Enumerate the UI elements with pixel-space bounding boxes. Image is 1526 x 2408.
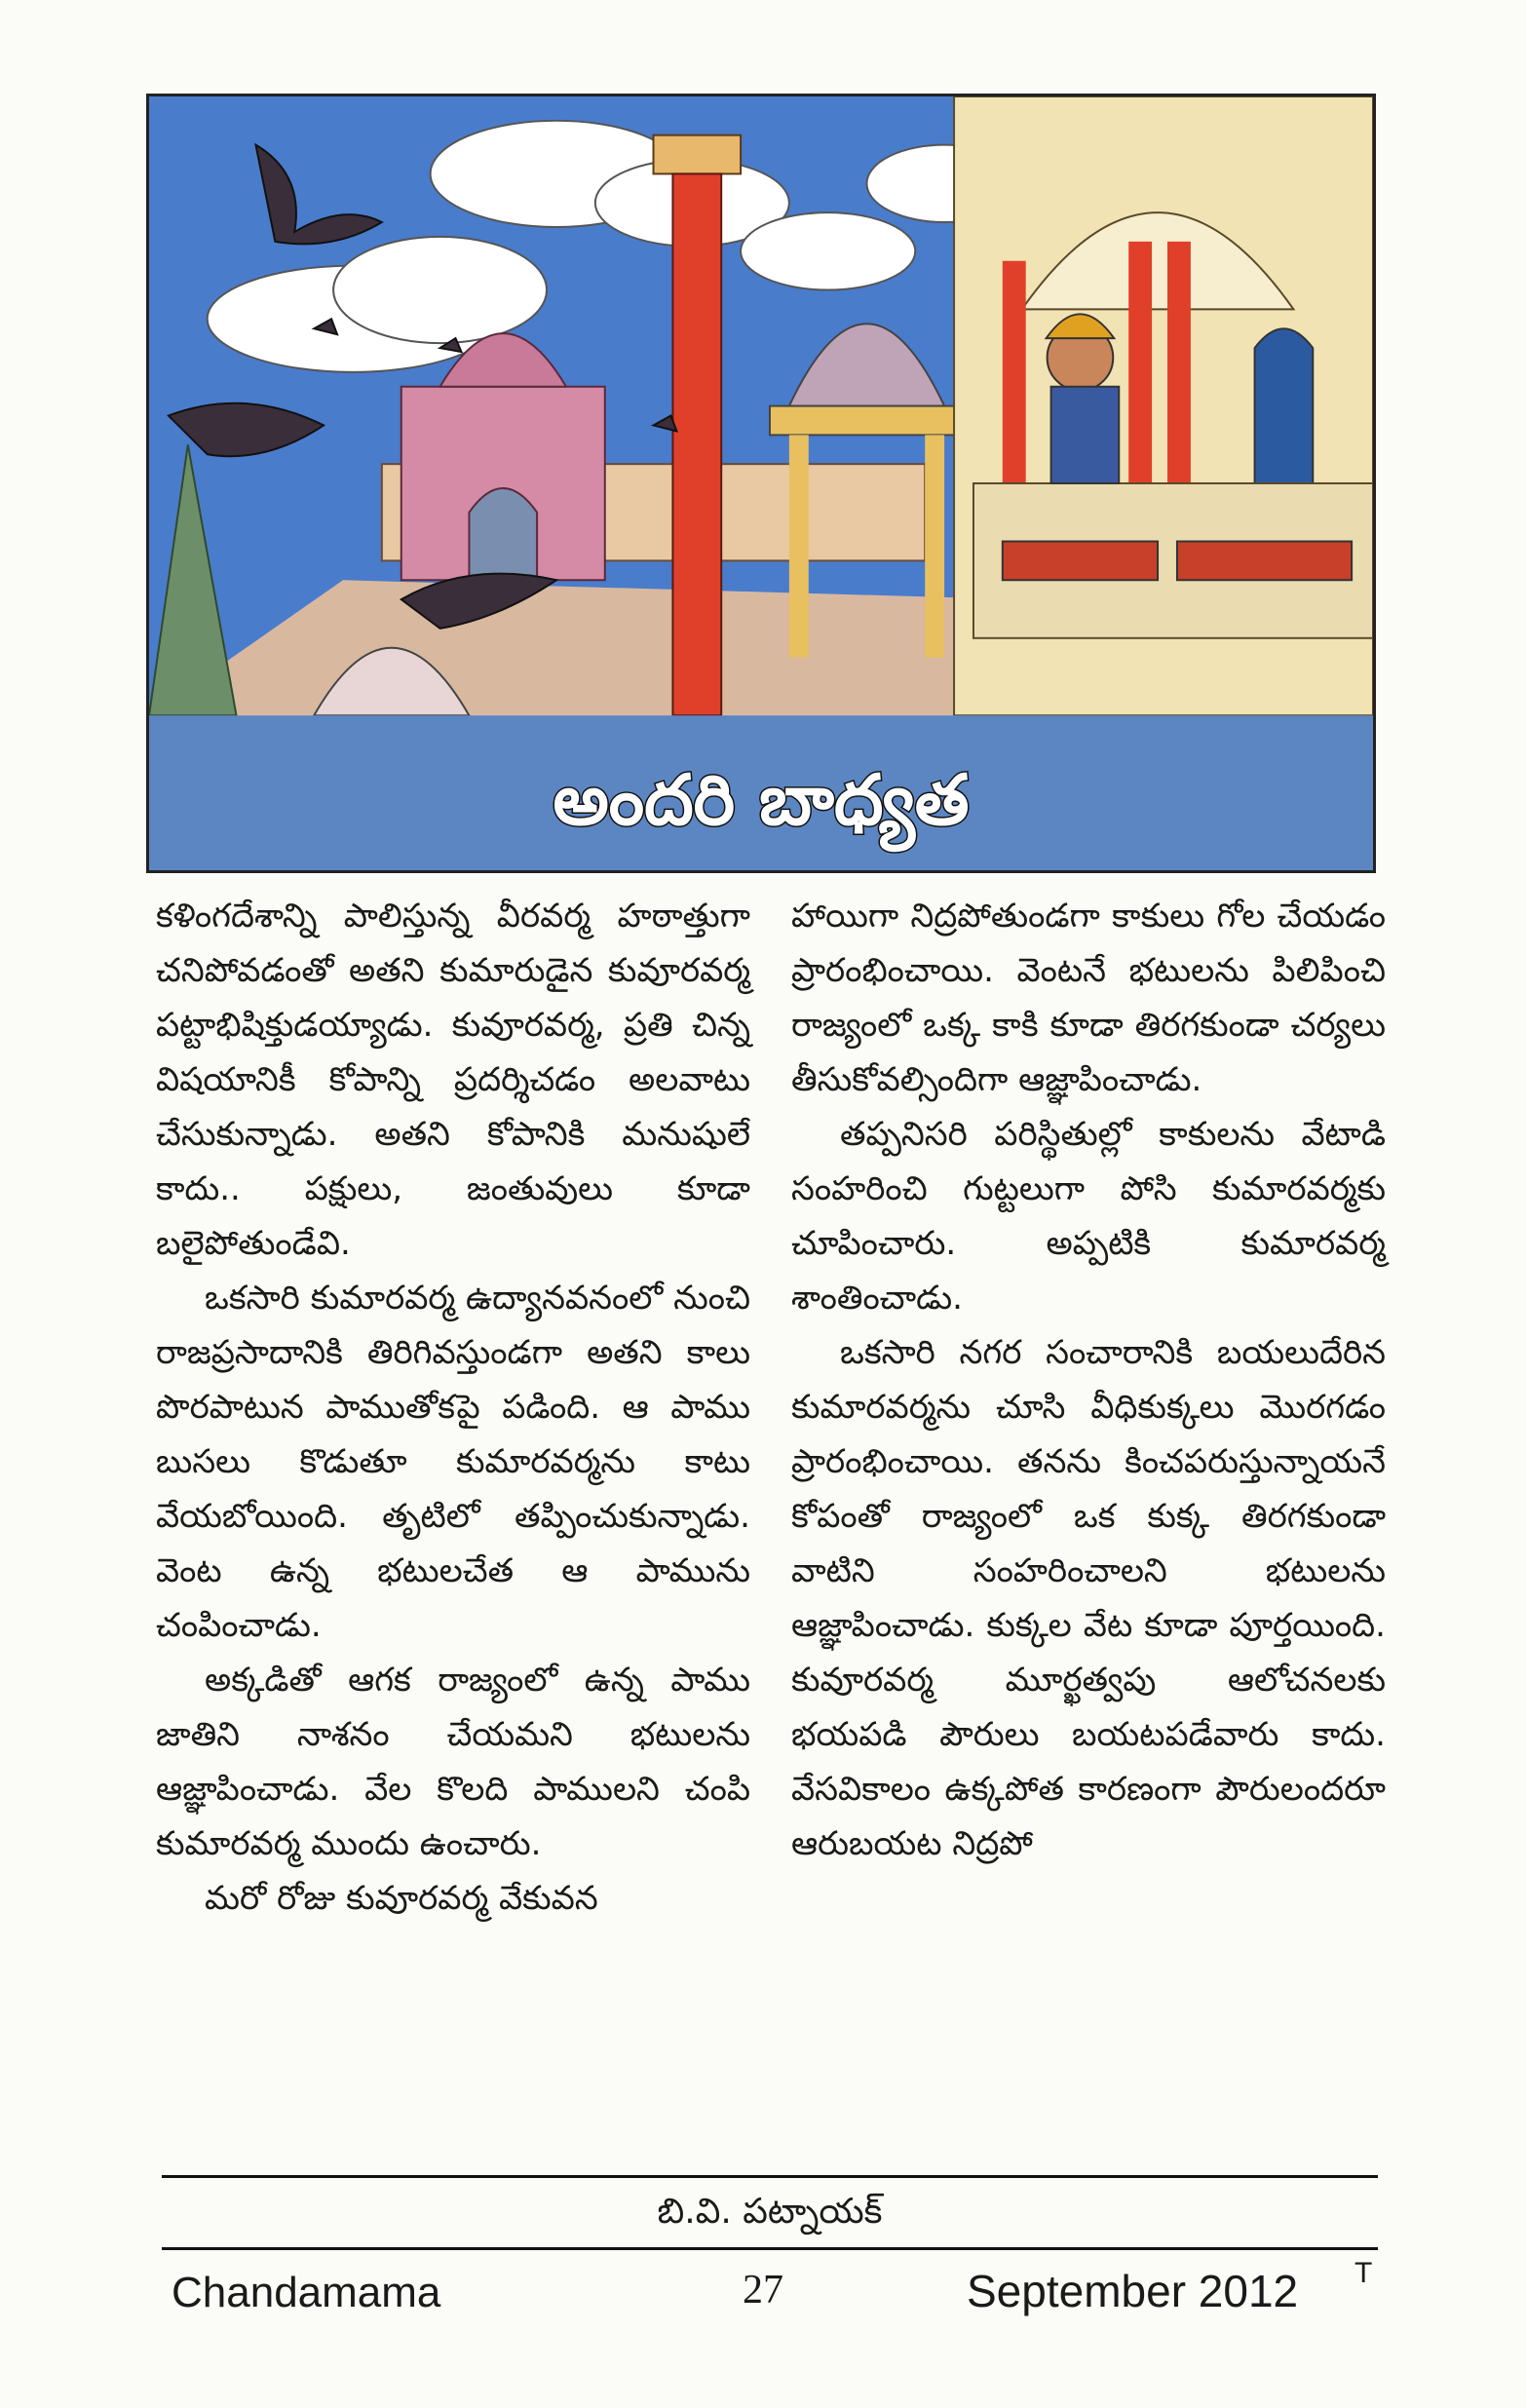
paragraph: హాయిగా నిద్రపోతుండగా కాకులు గోల చేయడం ప్రారంభించాయి. వెంటనే భటులను పిలిపించి రాజ్యంలో ఒక్క కాకి కూడా తిరగకుండా చర్యలు తీసుకోవల్సిందిగా ఆజ్ఞాపించాడు.: [791, 897, 1386, 1099]
magazine-name: Chandamama: [172, 2269, 441, 2316]
paragraph: మరో రోజు కువూరవర్మ వేకువన: [205, 1879, 598, 1918]
author-credit: బి.వి. పట్నాయక్: [657, 2192, 883, 2232]
paragraph: తప్పనిసరి పరిస్థితుల్లో కాకులను వేటాడి సంహరించి గుట్టలుగా పోసి కుమారవర్మకు చూపించారు. అప్పటికి కుమారవర్మ శాంతించాడు.: [791, 1115, 1386, 1318]
palace-balcony: [954, 96, 1373, 715]
paragraph: అక్కడితో ఆగక రాజ్యంలో ఉన్న పాము జాతిని నాశనం చేయమని భటులను ఆజ్ఞాపించాడు. వేల కొలది పాములని చంపి కుమారవర్మ ముందు ఉంచారు.: [156, 1661, 750, 1863]
paragraph: ఒకసారి కుమారవర్మ ఉద్యానవనంలో నుంచి రాజప్రసాదానికి తిరిగివస్తుండగా అతని కాలు పొరపాటున పాముతోకపై పడింది. ఆ పాము బుసలు కొడుతూ కుమారవర్మను కాటు వేయబోయింది. తృటిలో తప్పించుకున్నాడు. వెంట ఉన్న భటులచేత ఆ పామును చంపించాడు.: [156, 1279, 750, 1645]
author-top-rule: [162, 2175, 1378, 2178]
left-column: [156, 889, 750, 1926]
page-number: 27: [743, 2268, 783, 2312]
story-title: అందరి బాధ్యత: [553, 759, 970, 841]
paragraph: ఒకసారి నగర సంచారానికి బయలుదేరిన కుమారవర్మను చూసి వీధికుక్కలు మొరగడం ప్రారంభించాయి. తనను కించపరుస్తున్నాయనే కోపంతో రాజ్యంలో ఒక కుక్క తిరగకుండా వాటిని సంహరించాలని భటులను ఆజ్ఞాపించాడు. కుక్కల వేట కూడా పూర్తయింది. కువూరవర్మ మూర్ఖత్వపు ఆలోచనలకు భయపడి పౌరులు బయటపడేవారు కాదు. వేసవికాలం ఉక్కపోత కారణంగా పౌరులందరూ ఆరుబయట నిద్రపో: [791, 1333, 1386, 1863]
right-column: [791, 889, 1386, 1871]
palace-crows-artwork: [149, 96, 1373, 870]
paragraph: కళింగదేశాన్ని పాలిస్తున్న వీరవర్మ హఠాత్తుగా చనిపోవడంతో అతని కుమారుడైన కువూరవర్మ పట్టాభిషిక్తుడయ్యాడు. కువూరవర్మ, ప్రతి చిన్న విషయానికీ కోపాన్ని ప్రదర్శిచడం అలవాటు చేసుకున్నాడు. అతని కోపానికి మనుషులే కాదు.. పక్షులు, జంతువులు కూడా బలైపోతుండేవి.: [156, 897, 750, 1263]
corner-mark: T: [1354, 2257, 1373, 2289]
author-bottom-rule: [162, 2247, 1378, 2250]
issue-date: September 2012: [967, 2266, 1299, 2316]
story-illustration: [146, 94, 1376, 873]
